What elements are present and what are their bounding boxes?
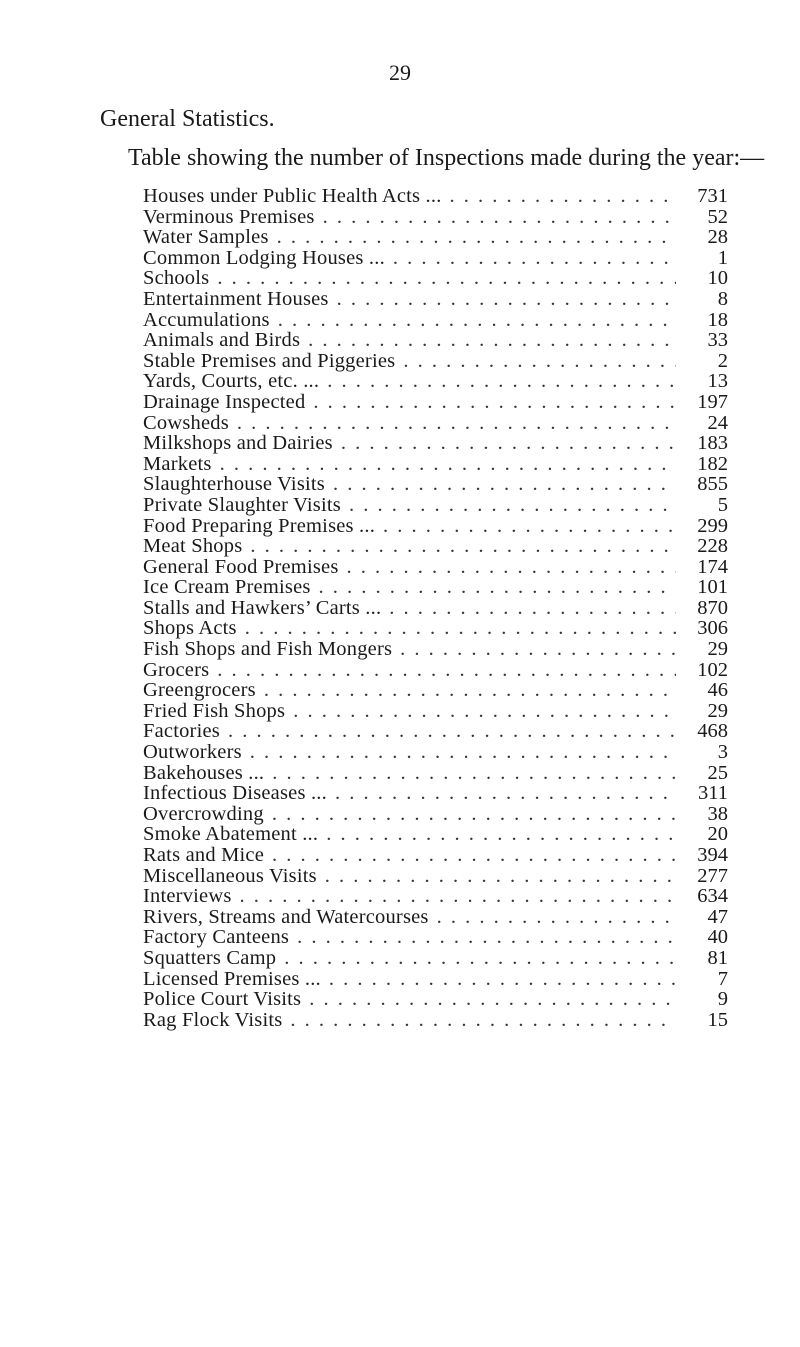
- row-count: 855: [697, 473, 728, 496]
- table-row: [143, 721, 728, 742]
- row-label: Schools: [143, 267, 210, 290]
- leader-dots: [209, 660, 676, 681]
- row-count: 731: [697, 185, 728, 207]
- row-label: Stalls and Hawkers’ Carts ...: [143, 596, 382, 619]
- leader-dots: [329, 289, 676, 310]
- leader-dots: [229, 413, 676, 434]
- leader-dots: [375, 516, 676, 537]
- table-row: [143, 927, 728, 948]
- leader-dots: [285, 701, 676, 722]
- table-row: [143, 371, 728, 392]
- row-count: 101: [697, 576, 728, 599]
- row-label: Meat Shops: [143, 535, 243, 558]
- row-label: General Food Premises: [143, 555, 339, 578]
- table-row: [143, 969, 728, 990]
- table-row: [143, 598, 728, 619]
- row-label: Rivers, Streams and Watercourses: [143, 905, 429, 928]
- row-label: Rag Flock Visits: [143, 1008, 283, 1031]
- row-label: Slaughterhouse Visits: [143, 473, 325, 496]
- table-row: [143, 886, 728, 907]
- row-label: Common Lodging Houses ...: [143, 246, 385, 269]
- leader-dots: [220, 721, 676, 742]
- table-row: [143, 227, 728, 248]
- leader-dots: [317, 866, 676, 887]
- table-row: [143, 845, 728, 866]
- table-row: [143, 639, 728, 660]
- inspections-table: [143, 186, 728, 1030]
- leader-dots: [385, 248, 676, 269]
- row-count: 1: [717, 246, 728, 269]
- leader-dots: [256, 680, 676, 701]
- section-heading: General Statistics.: [100, 106, 275, 132]
- table-row: [143, 310, 728, 331]
- table-row: [143, 866, 728, 887]
- row-count: 468: [697, 720, 728, 743]
- table-row: [143, 680, 728, 701]
- leader-dots: [318, 824, 676, 845]
- table-row: [143, 742, 728, 763]
- row-count: 38: [707, 802, 728, 825]
- table-row: [143, 989, 728, 1010]
- row-label: Bakehouses ...: [143, 761, 265, 784]
- leader-dots: [429, 907, 676, 928]
- row-count: 182: [697, 452, 728, 475]
- table-row: [143, 577, 728, 598]
- row-label: Milkshops and Dairies: [143, 432, 333, 455]
- table-row: [143, 392, 728, 413]
- leader-dots: [242, 536, 676, 557]
- table-row: [143, 516, 728, 537]
- row-label: Outworkers: [143, 741, 242, 764]
- leader-dots: [232, 886, 676, 907]
- row-count: 29: [707, 699, 728, 722]
- row-count: 18: [707, 308, 728, 331]
- leader-dots: [300, 330, 676, 351]
- leader-dots: [442, 186, 676, 207]
- row-label: Smoke Abatement ...: [143, 823, 319, 846]
- row-label: Greengrocers: [143, 679, 256, 702]
- table-row: [143, 413, 728, 434]
- leader-dots: [269, 227, 676, 248]
- row-label: Cowsheds: [143, 411, 229, 434]
- leader-dots: [339, 557, 677, 578]
- row-count: 299: [697, 514, 728, 537]
- row-count: 28: [707, 226, 728, 249]
- row-label: Fried Fish Shops: [143, 699, 286, 722]
- table-row: [143, 804, 728, 825]
- row-label: Overcrowding: [143, 802, 264, 825]
- row-count: 29: [707, 638, 728, 661]
- row-label: Ice Cream Premises: [143, 576, 311, 599]
- table-row: [143, 248, 728, 269]
- row-label: Houses under Public Health Acts ...: [143, 185, 442, 207]
- leader-dots: [392, 639, 676, 660]
- table-row: [143, 536, 728, 557]
- leader-dots: [305, 392, 676, 413]
- row-count: 9: [717, 988, 728, 1011]
- row-count: 2: [717, 349, 728, 372]
- table-row: [143, 495, 728, 516]
- table-row: [143, 454, 728, 475]
- row-count: 3: [717, 741, 728, 764]
- leader-dots: [270, 310, 676, 331]
- table-row: [143, 474, 728, 495]
- row-label: Factories: [143, 720, 220, 743]
- row-count: 634: [697, 885, 728, 908]
- leader-dots: [209, 268, 676, 289]
- row-count: 228: [697, 535, 728, 558]
- row-count: 40: [707, 926, 728, 949]
- table-caption: Table showing the number of Inspections made during the year:—: [128, 145, 765, 171]
- leader-dots: [282, 1010, 676, 1031]
- row-label: Shops Acts: [143, 617, 237, 640]
- leader-dots: [381, 598, 676, 619]
- row-count: 13: [707, 370, 728, 393]
- row-label: Fish Shops and Fish Mongers: [143, 638, 393, 661]
- leader-dots: [212, 454, 676, 475]
- leader-dots: [327, 783, 676, 804]
- row-count: 277: [697, 864, 728, 887]
- leader-dots: [276, 948, 676, 969]
- table-row: [143, 701, 728, 722]
- row-count: 10: [707, 267, 728, 290]
- row-label: Animals and Birds: [143, 329, 301, 352]
- row-label: Drainage Inspected: [143, 390, 306, 413]
- row-count: 47: [707, 905, 728, 928]
- row-label: Interviews: [143, 885, 232, 908]
- leader-dots: [315, 207, 676, 228]
- row-count: 5: [717, 493, 728, 516]
- table-row: [143, 618, 728, 639]
- table-row: [143, 186, 728, 207]
- row-count: 102: [697, 658, 728, 681]
- row-label: Yards, Courts, etc. ...: [143, 370, 320, 393]
- row-count: 7: [717, 967, 728, 990]
- row-count: 197: [697, 390, 728, 413]
- leader-dots: [319, 371, 676, 392]
- row-label: Miscellaneous Visits: [143, 864, 317, 887]
- row-count: 46: [707, 679, 728, 702]
- row-label: Grocers: [143, 658, 210, 681]
- leader-dots: [264, 845, 676, 866]
- leader-dots: [301, 989, 676, 1010]
- table-row: [143, 268, 728, 289]
- row-label: Rats and Mice: [143, 844, 265, 866]
- row-count: 394: [697, 844, 728, 866]
- row-label: Infectious Diseases ...: [143, 782, 327, 805]
- row-label: Food Preparing Premises ...: [143, 514, 376, 537]
- leader-dots: [289, 927, 676, 948]
- leader-dots: [321, 969, 676, 990]
- leader-dots: [325, 474, 676, 495]
- leader-dots: [242, 742, 676, 763]
- leader-dots: [237, 618, 676, 639]
- row-count: 174: [697, 555, 728, 578]
- row-count: 183: [697, 432, 728, 455]
- row-label: Accumulations: [143, 308, 270, 331]
- table-row: [143, 783, 728, 804]
- row-label: Licensed Premises ...: [143, 967, 321, 990]
- row-label: Stable Premises and Piggeries: [143, 349, 396, 372]
- row-label: Verminous Premises: [143, 205, 315, 228]
- table-row: [143, 289, 728, 310]
- row-count: 870: [697, 596, 728, 619]
- table-row: [143, 351, 728, 372]
- row-label: Entertainment Houses: [143, 287, 329, 310]
- table-row: [143, 907, 728, 928]
- leader-dots: [264, 804, 676, 825]
- row-count: 52: [707, 205, 728, 228]
- row-label: Water Samples: [143, 226, 269, 249]
- row-label: Factory Canteens: [143, 926, 290, 949]
- row-count: 24: [707, 411, 728, 434]
- row-count: 8: [717, 287, 728, 310]
- page-number: 29: [389, 60, 411, 85]
- row-count: 306: [697, 617, 728, 640]
- table-row: [143, 1010, 728, 1031]
- leader-dots: [311, 577, 676, 598]
- table-row: [143, 207, 728, 228]
- row-label: Police Court Visits: [143, 988, 302, 1011]
- row-count: 15: [707, 1008, 728, 1031]
- row-count: 25: [707, 761, 728, 784]
- row-label: Squatters Camp: [143, 946, 277, 969]
- leader-dots: [264, 763, 676, 784]
- row-label: Markets: [143, 452, 212, 475]
- table-row: [143, 824, 728, 845]
- table-row: [143, 557, 728, 578]
- row-label: Private Slaughter Visits: [143, 493, 341, 516]
- table-row: [143, 948, 728, 969]
- row-count: 33: [707, 329, 728, 352]
- table-row: [143, 763, 728, 784]
- row-count: 20: [707, 823, 728, 846]
- row-count: 311: [698, 782, 728, 805]
- leader-dots: [395, 351, 676, 372]
- table-row: [143, 330, 728, 351]
- table-row: [143, 660, 728, 681]
- leader-dots: [333, 433, 676, 454]
- row-count: 81: [707, 946, 728, 969]
- leader-dots: [341, 495, 676, 516]
- table-row: [143, 433, 728, 454]
